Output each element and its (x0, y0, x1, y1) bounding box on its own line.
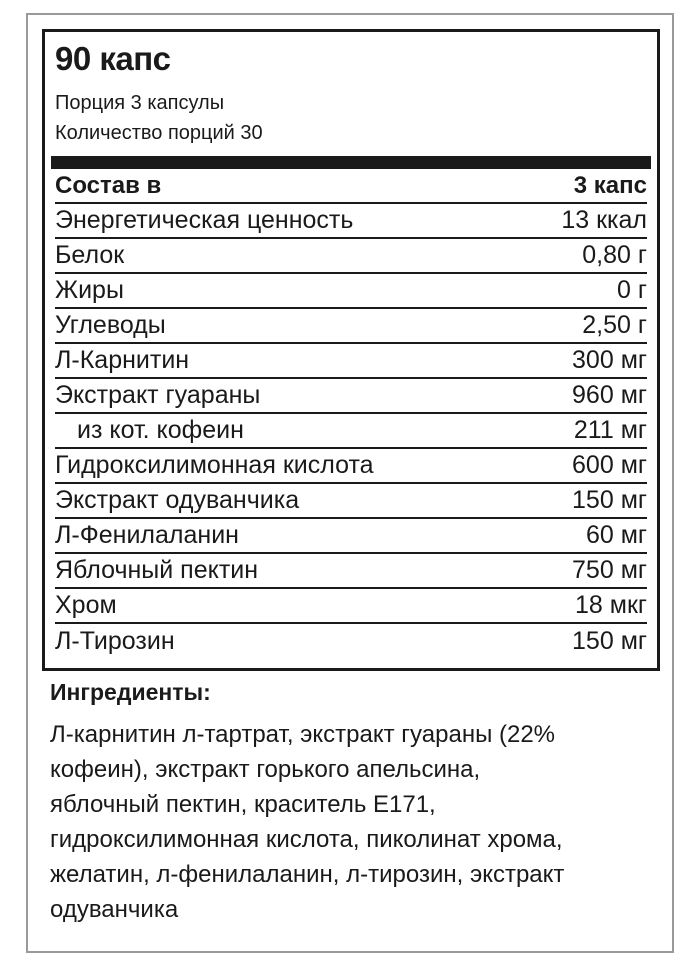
table-row-subitem (55, 414, 647, 449)
row-amount: 211 мг (573, 416, 647, 444)
row-amount: 2,50 г (582, 311, 647, 339)
servings-per-container: Количество порций 30 (55, 122, 263, 144)
header-name: Состав в (55, 171, 162, 199)
ingredients-line: Л-карнитин л-тартрат, экстракт гуараны (22% (50, 721, 556, 748)
table-row (55, 344, 647, 379)
row-name: Экстракт гуараны (55, 381, 261, 409)
row-amount: 960 мг (572, 381, 647, 409)
row-name: Углеводы (55, 311, 166, 339)
table-row (55, 204, 647, 239)
row-name: Гидроксилимонная кислота (55, 451, 374, 479)
row-name: Л-Тирозин (55, 627, 175, 655)
row-name: Экстракт одуванчика (55, 486, 300, 514)
table-row (55, 519, 647, 554)
row-amount: 18 мкг (575, 591, 647, 619)
table-header-row (55, 169, 647, 204)
ingredients-text (50, 717, 660, 927)
row-name: Хром (55, 591, 117, 619)
row-name: Л-Карнитин (55, 346, 190, 374)
row-name: Жиры (55, 276, 124, 304)
header-amount: 3 капс (573, 171, 647, 199)
nutrition-table (55, 169, 647, 659)
serving-size: Порция 3 капсулы (55, 92, 225, 114)
ingredients-line: желатин, л-фенилаланин, л-тирозин, экстракт (50, 861, 565, 888)
label-card (26, 13, 674, 953)
ingredients-line: яблочный пектин, краситель Е171, (50, 791, 436, 818)
package-size-title: 90 капс (55, 40, 171, 77)
nutrition-facts-box (42, 29, 660, 671)
ingredients-heading: Ингредиенты: (50, 679, 211, 705)
row-amount: 750 мг (572, 556, 647, 584)
row-amount: 300 мг (572, 346, 647, 374)
row-name: Яблочный пектин (55, 556, 259, 584)
row-amount: 0,80 г (582, 241, 647, 269)
row-amount: 600 мг (572, 451, 647, 479)
row-amount: 0 г (617, 276, 647, 304)
table-row (55, 239, 647, 274)
table-row (55, 484, 647, 519)
row-name: Л-Фенилаланин (55, 521, 239, 549)
row-name: Энергетическая ценность (55, 206, 354, 234)
ingredients-line: одуванчика (50, 896, 179, 923)
ingredients-line: гидроксилимонная кислота, пиколинат хрома, (50, 826, 563, 853)
table-row (55, 449, 647, 484)
table-row (55, 554, 647, 589)
table-row (55, 589, 647, 624)
ingredients-line: кофеин), экстракт горького апельсина, (50, 756, 481, 783)
row-amount: 60 мг (585, 521, 647, 549)
thick-divider (51, 156, 651, 169)
row-amount: 150 мг (572, 627, 647, 655)
row-name: Белок (55, 241, 125, 269)
row-amount: 13 ккал (561, 206, 647, 234)
row-amount: 150 мг (572, 486, 647, 514)
table-row (55, 624, 647, 659)
row-name: из кот. кофеин (77, 416, 244, 444)
table-row (55, 274, 647, 309)
table-row (55, 379, 647, 414)
table-row (55, 309, 647, 344)
facts-header (55, 32, 647, 160)
